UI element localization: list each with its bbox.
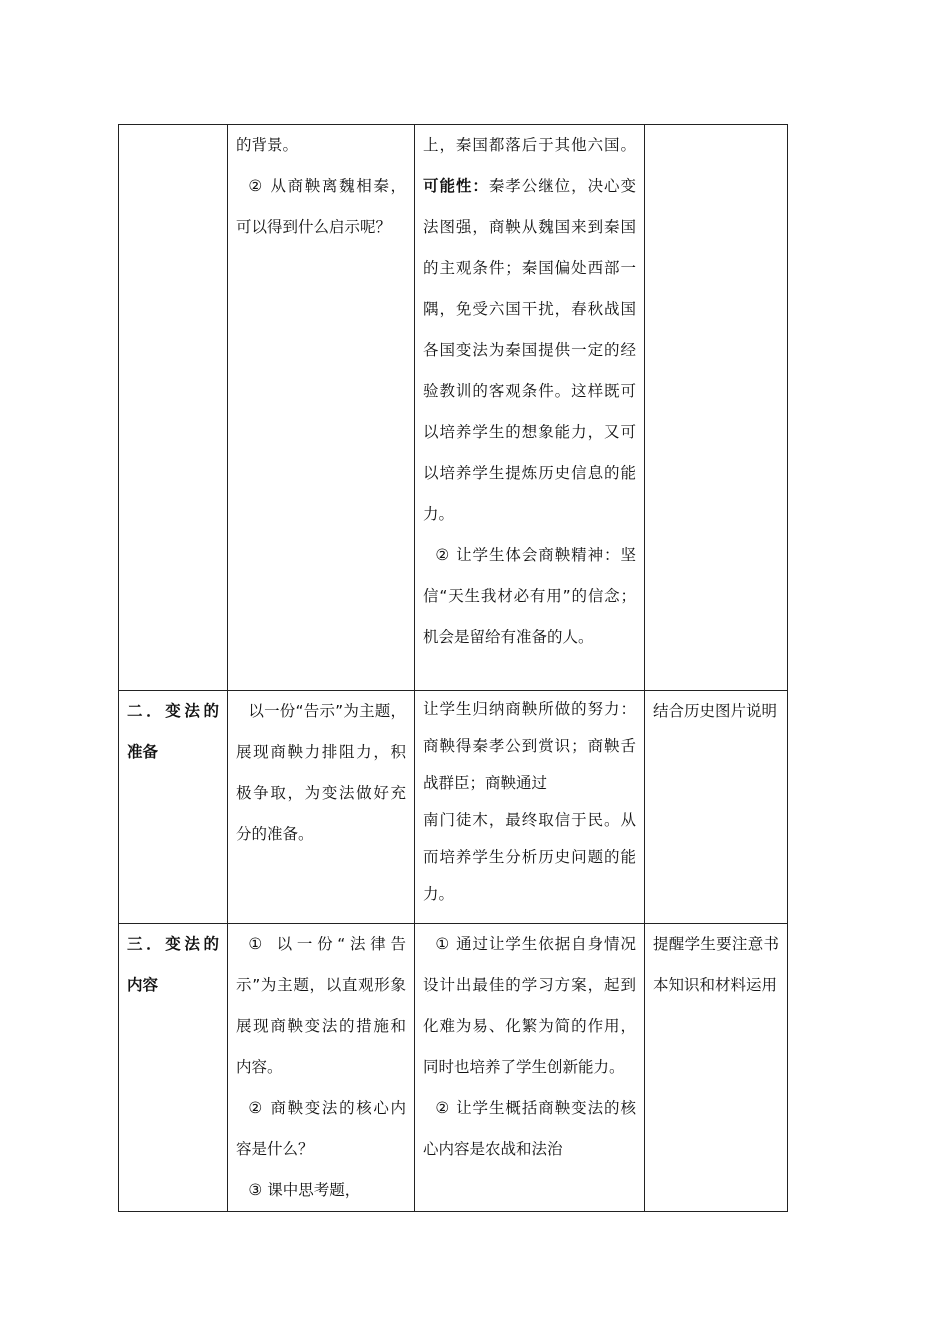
table-row	[119, 691, 788, 924]
lesson-plan-table	[118, 124, 788, 1212]
activity-cell	[228, 125, 415, 691]
activity-cell	[228, 691, 415, 924]
intent-text: ① 通过让学生依据自身情况设计出最佳的学习方案，起到化难为易、化繁为简的作用，同时也培养了学生创新能力。	[423, 935, 636, 1076]
intent-cell	[415, 125, 645, 691]
note-cell: 提醒学生要注意书本知识和材料运用	[645, 924, 788, 1212]
note-cell	[645, 125, 788, 691]
activity-text: ② 从商鞅离魏相秦，可以得到什么启示呢？	[236, 177, 406, 236]
intent-text: 让学生归纳商鞅所做的努力：商鞅得秦孝公到赏识；商鞅舌战群臣；商鞅通过	[423, 700, 636, 792]
intent-text: ② 让学生概括商鞅变法的核心内容是农战和法治	[423, 1099, 636, 1158]
activity-text: ① 以一份“法律告示”为主题，以直观形象展现商鞅变法的措施和内容。	[236, 935, 406, 1076]
activity-text: ③ 课中思考题，	[248, 1181, 361, 1199]
intent-bold-label: 可能性：	[423, 177, 489, 195]
intent-cell	[415, 924, 645, 1212]
intent-text-part: 上，秦国都落后于其他六国。	[423, 136, 636, 154]
intent-text-part: 秦孝公继位，决心变法图强，商鞅从魏国来到秦国的主观条件；秦国偏处西部一隅，免受六国干扰，春秋战国各国变法为秦国提供一定的经验教训的客观条件。这样既可以培养学生的想象能力，又可以培养学生提炼历史信息的能力。	[423, 177, 636, 523]
note-cell: 结合历史图片说明	[645, 691, 788, 924]
stage-cell	[119, 125, 228, 691]
stage-cell: 三．变法的内容	[119, 924, 228, 1212]
activity-cell	[228, 924, 415, 1212]
activity-text: ② 商鞅变法的核心内容是什么？	[236, 1099, 406, 1158]
table-row	[119, 125, 788, 691]
intent-cell	[415, 691, 645, 924]
intent-text: 南门徒木，最终取信于民。从而培养学生分析历史问题的能力。	[423, 811, 636, 903]
intent-text: ② 让学生体会商鞅精神：坚信“天生我材必有用”的信念；机会是留给有准备的人。	[423, 546, 636, 646]
table-row	[119, 924, 788, 1212]
activity-text: 的背景。	[236, 136, 299, 154]
activity-text: 以一份“告示”为主题，展现商鞅力排阻力，积极争取，为变法做好充分的准备。	[236, 702, 406, 843]
intent-text	[423, 125, 636, 535]
stage-cell: 二．变法的准备	[119, 691, 228, 924]
